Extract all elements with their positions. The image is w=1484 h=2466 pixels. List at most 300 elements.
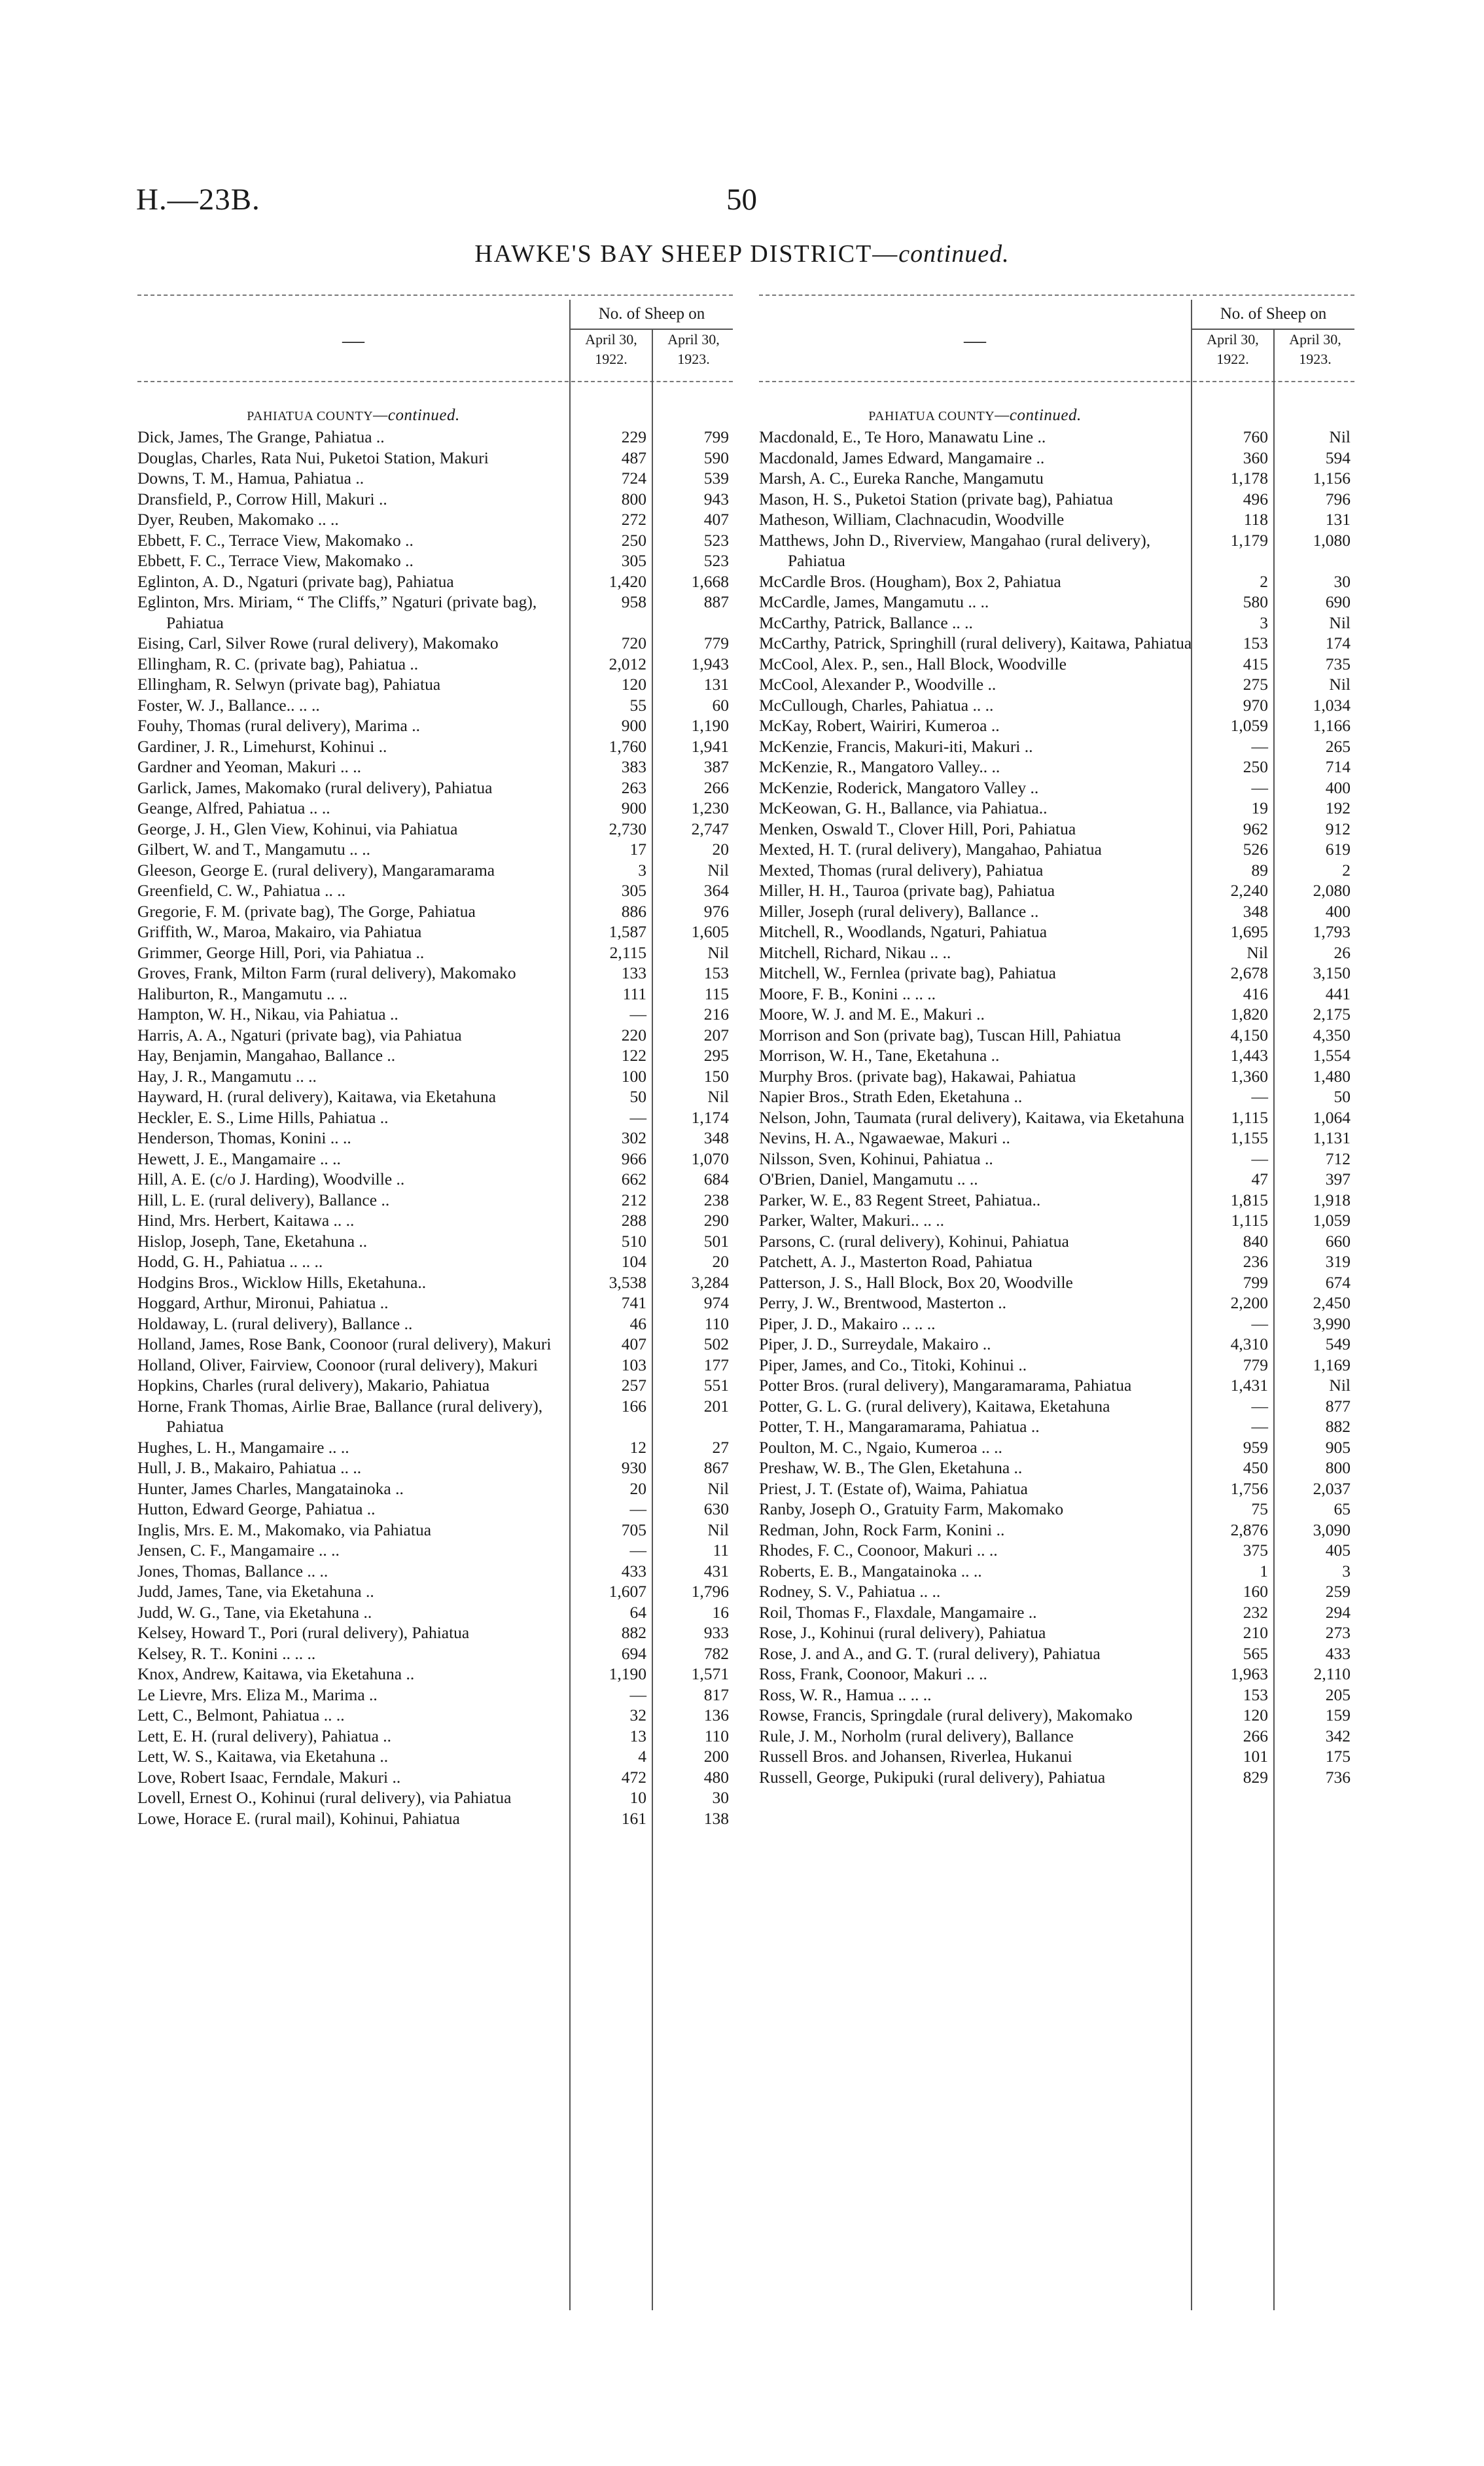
sheep-1922-cell: 958 [621, 592, 646, 611]
owner-address-cell: Russell, George, Pukipuki (rural delivery), Pahiatua [759, 1767, 1106, 1787]
header-col-1922-line1: April 30, [1207, 331, 1259, 348]
owner-address-cell: McKenzie, R., Mangatoro Valley.. .. [759, 757, 1000, 776]
sheep-1923-cell: 259 [1325, 1582, 1351, 1601]
owner-address-cell: Gilbert, W. and T., Mangamutu .. .. [137, 840, 371, 859]
sheep-1923-cell: 110 [704, 1726, 729, 1745]
sheep-1922-cell: 450 [1243, 1458, 1268, 1477]
owner-address-cell: Hampton, W. H., Nikau, via Pahiatua .. [137, 1005, 398, 1024]
sheep-1922-cell: 886 [621, 901, 646, 921]
sheep-1922-cell: 50 [629, 1087, 646, 1106]
sheep-1922-cell: 19 [1251, 798, 1268, 817]
sheep-1922-cell: 1,360 [1230, 1066, 1268, 1086]
table-row [759, 1066, 1354, 1087]
owner-address-cell: Rodney, S. V., Pahiatua .. .. [759, 1582, 941, 1601]
sheep-1923-cell: 523 [703, 530, 729, 550]
sheep-1922-cell: 212 [621, 1190, 646, 1209]
table-row [759, 674, 1354, 695]
sheep-1923-cell: 1,174 [691, 1107, 729, 1127]
sheep-1923-cell: 11 [713, 1541, 729, 1560]
sheep-1922-cell: 724 [621, 469, 646, 488]
owner-address-cell: Priest, J. T. (Estate of), Waima, Pahiatua [759, 1478, 1028, 1498]
sheep-1923-cell: 630 [703, 1499, 729, 1518]
table-row [759, 509, 1354, 530]
table-row [137, 1107, 733, 1128]
sheep-1923-cell: 387 [703, 757, 729, 776]
owner-address-cell: Rule, J. M., Norholm (rural delivery), Ballance [759, 1726, 1074, 1745]
sheep-1923-cell: 735 [1325, 654, 1351, 673]
table-row [137, 1499, 733, 1520]
sheep-1923-cell: 27 [712, 1437, 729, 1457]
sheep-1923-cell: 26 [1334, 942, 1351, 962]
table-row [759, 715, 1354, 736]
table-row [759, 1231, 1354, 1252]
owner-address-cell: Piper, J. D., Makairo .. .. .. [759, 1313, 936, 1333]
table-row [759, 1767, 1354, 1788]
sheep-1923-cell: 2,037 [1313, 1478, 1351, 1498]
owner-address-cell: McCarthy, Patrick, Ballance .. .. [759, 613, 973, 632]
sheep-1922-cell: 111 [622, 984, 646, 1003]
sheep-1922-cell: 305 [621, 881, 646, 900]
table-row [137, 1643, 733, 1664]
sheep-1922-cell: 1,431 [1230, 1376, 1268, 1395]
sheep-1923-cell: 159 [1325, 1706, 1351, 1724]
sheep-1923-cell: 799 [703, 427, 729, 446]
table-row [759, 1251, 1354, 1272]
sheep-1922-cell: 210 [1243, 1623, 1268, 1642]
sheep-1923-cell: 1,796 [691, 1582, 729, 1601]
sheep-1923-cell: 660 [1325, 1231, 1351, 1251]
sheep-1923-cell: 1,230 [691, 798, 729, 817]
sheep-1923-cell: 295 [703, 1046, 729, 1065]
table-row [137, 1396, 733, 1437]
header-col-1923-line2: 1923. [1299, 351, 1332, 367]
table-row [137, 1561, 733, 1582]
owner-address-cell: Preshaw, W. B., The Glen, Eketahuna .. [759, 1458, 1023, 1477]
sheep-1923-cell: 20 [712, 840, 729, 859]
sheep-1922-cell: 383 [621, 757, 646, 776]
table-row [137, 1602, 733, 1623]
owner-address-cell: Morrison and Son (private bag), Tuscan Hill, Pahiatua [759, 1025, 1122, 1045]
sheep-1923-cell: 501 [703, 1231, 729, 1251]
sheep-1923-cell: 976 [703, 901, 729, 921]
table-row [137, 921, 733, 942]
header-dash: — [342, 329, 364, 353]
sheep-1922-cell: 580 [1243, 592, 1268, 611]
page-reference: H.—23B. [136, 183, 260, 217]
sheep-1923-cell: 2,175 [1313, 1005, 1351, 1024]
owner-address-cell: Mason, H. S., Puketoi Station (private bag), Pahiatua [759, 489, 1114, 509]
sheep-1923-cell: 433 [1325, 1643, 1351, 1663]
sheep-1922-cell: 46 [629, 1313, 646, 1333]
sheep-1923-cell: 174 [1325, 634, 1351, 652]
sheep-1923-cell: 887 [703, 592, 729, 611]
table-row [137, 1581, 733, 1602]
header-col-1923-line1: April 30, [667, 331, 720, 348]
sheep-1923-cell: 867 [703, 1458, 729, 1477]
owner-address-cell: Griffith, W., Maroa, Makairo, via Pahiatua [137, 922, 422, 941]
owner-address-cell: Morrison, W. H., Tane, Eketahuna .. [759, 1046, 1000, 1065]
sheep-1922-cell: 89 [1251, 860, 1268, 880]
owner-address-cell: Dransfield, P., Corrow Hill, Makuri .. [137, 489, 387, 509]
sheep-1922-cell: 220 [621, 1025, 646, 1045]
owner-address-cell: Dyer, Reuben, Makomako .. .. [137, 510, 339, 529]
header-col-1922 [1191, 330, 1273, 380]
owner-address-cell: Mexted, Thomas (rural delivery), Pahiatua [759, 860, 1044, 880]
sheep-1922-cell: 3 [638, 860, 646, 880]
sheep-1922-cell: 416 [1243, 984, 1268, 1003]
sheep-1923-cell: 523 [703, 551, 729, 570]
sheep-1922-cell: 800 [621, 489, 646, 509]
table-row [137, 1457, 733, 1478]
sheep-1922-cell: 160 [1243, 1582, 1268, 1601]
table-row [137, 633, 733, 654]
sheep-1922-cell: 829 [1243, 1767, 1268, 1787]
sheep-1922-cell: 20 [629, 1478, 646, 1498]
header-col-1922 [569, 330, 652, 380]
sheep-1923-cell: 905 [1325, 1437, 1351, 1457]
sheep-1922-cell: 741 [621, 1293, 646, 1312]
table-row [759, 571, 1354, 592]
owner-address-cell: Holland, James, Rose Bank, Coonoor (rural delivery), Makuri [137, 1334, 552, 1353]
sheep-1922-cell: 472 [621, 1767, 646, 1787]
sheep-1923-cell: 175 [1325, 1747, 1351, 1766]
table-row [137, 1293, 733, 1313]
owner-address-cell: Roil, Thomas F., Flaxdale, Mangamaire .. [759, 1602, 1037, 1622]
sheep-1923-cell: 192 [1325, 798, 1351, 817]
owner-address-cell: Hayward, H. (rural delivery), Kaitawa, via Eketahuna [137, 1087, 497, 1106]
table-row [137, 1231, 733, 1252]
table-row [137, 963, 733, 984]
owner-address-cell: Russell Bros. and Johansen, Riverlea, Hukanui [759, 1747, 1072, 1766]
sheep-1923-cell: 16 [712, 1602, 729, 1622]
sheep-1922-cell: 2,115 [609, 942, 646, 962]
table-row [759, 1561, 1354, 1582]
owner-address-cell: Kelsey, Howard T., Pori (rural delivery), Pahiatua [137, 1623, 470, 1642]
sheep-1922-cell: 348 [1243, 901, 1268, 921]
owner-address-cell: Gregorie, F. M. (private bag), The Gorge, Pahiatua [137, 901, 476, 921]
sheep-1923-cell: 136 [703, 1706, 729, 1724]
sheep-1923-cell: 549 [1325, 1334, 1351, 1353]
owner-address-cell: McKenzie, Francis, Makuri-iti, Makuri .. [759, 736, 1033, 756]
table-header [137, 295, 733, 382]
header-col-1922-line2: 1922. [595, 351, 627, 367]
table-row [137, 819, 733, 840]
table-row [759, 1602, 1354, 1623]
table-row [137, 757, 733, 777]
sheep-1923-cell: 110 [704, 1313, 729, 1333]
sheep-1923-cell: 2,747 [691, 819, 729, 838]
sheep-1922-cell: — [1251, 1313, 1268, 1333]
sheep-1922-cell: 2,730 [609, 819, 646, 838]
sheep-1922-cell: 2,678 [1230, 963, 1268, 982]
header-dash: — [964, 329, 986, 353]
owner-address-cell: Eglinton, Mrs. Miriam, “ The Cliffs,” Ngaturi (private bag), Pahiatua [137, 592, 537, 632]
owner-address-cell: Menken, Oswald T., Clover Hill, Pori, Pahiatua [759, 819, 1076, 838]
owner-address-cell: Heckler, E. S., Lime Hills, Pahiatua .. [137, 1107, 389, 1127]
owner-address-cell: Potter, T. H., Mangaramarama, Pahiatua .. [759, 1417, 1040, 1436]
sheep-1923-cell: 1,480 [1313, 1066, 1351, 1086]
table-row [137, 1313, 733, 1334]
owner-address-cell: Grimmer, George Hill, Pori, via Pahiatua .. [137, 942, 425, 962]
table-row [137, 489, 733, 510]
sheep-1923-cell: 30 [712, 1788, 729, 1807]
sheep-1923-cell: 1,793 [1313, 922, 1351, 941]
sheep-1922-cell: — [1251, 736, 1268, 756]
table-row [137, 1746, 733, 1767]
sheep-1923-cell: 1,668 [691, 571, 729, 591]
sheep-1922-cell: 1,443 [1230, 1046, 1268, 1065]
table-row [137, 1086, 733, 1107]
owner-address-cell: George, J. H., Glen View, Kohinui, via Pahiatua [137, 819, 458, 838]
header-col-1923-line1: April 30, [1289, 331, 1341, 348]
sheep-1922-cell: 1,815 [1230, 1190, 1268, 1209]
sheep-1922-cell: 900 [621, 798, 646, 817]
owner-address-cell: McCool, Alex. P., sen., Hall Block, Woodville [759, 654, 1067, 673]
owner-address-cell: Nelson, John, Taumata (rural delivery), Kaitawa, via Eketahuna [759, 1107, 1184, 1127]
sheep-1922-cell: 118 [1243, 510, 1268, 529]
table-row [759, 1210, 1354, 1231]
sheep-1923-cell: 1,070 [691, 1149, 729, 1168]
sheep-1922-cell: 360 [1243, 448, 1268, 467]
sheep-1923-cell: 539 [703, 469, 729, 488]
sheep-1922-cell: 1,760 [609, 736, 646, 756]
owner-address-cell: Ross, W. R., Hamua .. .. .. [759, 1685, 932, 1704]
owner-address-cell: Potter, G. L. G. (rural delivery), Kaitawa, Eketahuna [759, 1396, 1110, 1416]
sheep-1923-cell: 364 [703, 881, 729, 900]
sheep-1922-cell: 779 [1243, 1355, 1268, 1374]
sheep-1923-cell: 60 [712, 695, 729, 715]
sheep-1923-cell: Nil [1329, 427, 1351, 446]
table-row [137, 715, 733, 736]
sheep-1922-cell: 1,115 [1231, 1107, 1268, 1127]
county-subheading [759, 404, 1191, 427]
table-row [759, 1664, 1354, 1685]
sheep-1922-cell: 133 [621, 963, 646, 982]
owner-address-cell: Fouhy, Thomas (rural delivery), Marima .. [137, 716, 420, 735]
owner-address-cell: Greenfield, C. W., Pahiatua .. .. [137, 881, 345, 900]
left-column [137, 295, 733, 2310]
sheep-1923-cell: 619 [1325, 840, 1351, 859]
sheep-1923-cell: 2,080 [1313, 881, 1351, 900]
table-row [137, 1705, 733, 1726]
owner-address-cell: Holdaway, L. (rural delivery), Ballance .. [137, 1313, 413, 1333]
owner-address-cell: Macdonald, James Edward, Mangamaire .. [759, 448, 1045, 467]
table-row [759, 427, 1354, 448]
table-row [759, 860, 1354, 881]
sheep-1922-cell: 1,607 [609, 1582, 646, 1601]
district-title-text: HAWKE'S BAY SHEEP DISTRICT— [474, 240, 899, 268]
owner-address-cell: Rowse, Francis, Springdale (rural delivery), Makomako [759, 1706, 1133, 1724]
sheep-1922-cell: 962 [1243, 819, 1268, 838]
table-row [759, 901, 1354, 922]
sheep-1923-cell: 1,571 [691, 1664, 729, 1683]
table-row [137, 1045, 733, 1066]
owner-address-cell: Patchett, A. J., Masterton Road, Pahiatua [759, 1252, 1033, 1271]
table-row [759, 1355, 1354, 1376]
sheep-1923-cell: 1,059 [1313, 1211, 1351, 1230]
header-col-1922-line1: April 30, [585, 331, 637, 348]
sheep-1923-cell: 3,090 [1313, 1520, 1351, 1539]
header-col-1923 [1273, 330, 1356, 380]
table-row [759, 798, 1354, 819]
owner-address-cell: Mitchell, Richard, Nikau .. .. [759, 942, 951, 962]
owner-address-cell: Hull, J. B., Makairo, Pahiatua .. .. [137, 1458, 362, 1477]
sheep-1923-cell: 265 [1325, 736, 1351, 756]
sheep-1922-cell: 4,150 [1230, 1025, 1268, 1045]
owner-address-cell: Horne, Frank Thomas, Airlie Brae, Ballance (rural delivery), Pahiatua [137, 1396, 543, 1436]
sheep-1923-cell: 294 [1325, 1602, 1351, 1622]
sheep-1923-cell: 205 [1325, 1685, 1351, 1704]
sheep-1923-cell: 3,990 [1313, 1313, 1351, 1333]
sheep-1923-cell: 912 [1325, 819, 1351, 838]
sheep-1922-cell: — [629, 1499, 646, 1518]
owner-address-cell: Jones, Thomas, Ballance .. .. [137, 1561, 328, 1581]
sheep-1923-cell: 1,064 [1313, 1107, 1351, 1127]
sheep-1922-cell: Nil [1246, 942, 1268, 962]
owner-address-cell: Matheson, William, Clachnacudin, Woodville [759, 510, 1065, 529]
owner-address-cell: Dick, James, The Grange, Pahiatua .. [137, 427, 385, 446]
sheep-1923-cell: 177 [703, 1355, 729, 1374]
sheep-1923-cell: 480 [703, 1767, 729, 1787]
owner-address-cell: Hodd, G. H., Pahiatua .. .. .. [137, 1252, 323, 1271]
sheep-1923-cell: 4,350 [1313, 1025, 1351, 1045]
owner-address-cell: Hislop, Joseph, Tane, Eketahuna .. [137, 1231, 368, 1251]
owner-address-cell: Garlick, James, Makomako (rural delivery), Pahiatua [137, 777, 493, 797]
sheep-1923-cell: 131 [1325, 510, 1351, 529]
sheep-1922-cell: 263 [621, 777, 646, 797]
sheep-1922-cell: — [1251, 1149, 1268, 1168]
table-row [137, 448, 733, 469]
owner-address-cell: Lett, E. H. (rural delivery), Pahiatua .. [137, 1726, 392, 1745]
table-row [759, 1478, 1354, 1499]
sheep-1923-cell: 974 [703, 1293, 729, 1312]
table-row [137, 1066, 733, 1087]
table-row [759, 1520, 1354, 1541]
owner-address-cell: McCardle, James, Mangamutu .. .. [759, 592, 989, 611]
table-row [759, 736, 1354, 757]
sheep-1923-cell: 273 [1325, 1623, 1351, 1642]
table-row [137, 880, 733, 901]
owner-address-cell: Rhodes, F. C., Coonoor, Makuri .. .. [759, 1541, 998, 1560]
table-row [137, 1169, 733, 1190]
table-row [137, 798, 733, 819]
sheep-1923-cell: 50 [1334, 1087, 1351, 1106]
sheep-1923-cell: 1,131 [1313, 1128, 1351, 1147]
sheep-1923-cell: 131 [703, 675, 729, 694]
owner-address-cell: Geange, Alfred, Pahiatua .. .. [137, 798, 330, 817]
right-column [759, 295, 1354, 2310]
owner-address-cell: Rose, J. and A., and G. T. (rural delivery), Pahiatua [759, 1643, 1101, 1663]
owner-address-cell: Hutton, Edward George, Pahiatua .. [137, 1499, 376, 1518]
sheep-1922-cell: 2,200 [1230, 1293, 1268, 1312]
sheep-1922-cell: 64 [629, 1602, 646, 1622]
owner-address-cell: Redman, John, Rock Farm, Konini .. [759, 1520, 1005, 1539]
owner-address-cell: Rose, J., Kohinui (rural delivery), Pahiatua [759, 1623, 1046, 1642]
table-row [759, 468, 1354, 489]
header-sheep-group: No. of Sheep on [569, 300, 733, 330]
owner-address-cell: Mexted, H. T. (rural delivery), Mangahao, Pahiatua [759, 840, 1102, 859]
table-row [759, 654, 1354, 675]
table-row [137, 1808, 733, 1829]
table-row [137, 1664, 733, 1685]
table-row [137, 674, 733, 695]
table-row [759, 880, 1354, 901]
header-col-1922-line2: 1922. [1216, 351, 1249, 367]
sheep-1922-cell: 1,178 [1230, 469, 1268, 488]
table-row [759, 1128, 1354, 1149]
table-row [759, 695, 1354, 716]
sheep-1923-cell: 2,110 [1313, 1664, 1351, 1683]
sheep-1923-cell: 817 [703, 1685, 729, 1704]
sheep-1922-cell: 12 [629, 1437, 646, 1457]
sheep-1923-cell: 65 [1334, 1499, 1351, 1518]
sheep-1922-cell: 1,059 [1230, 716, 1268, 735]
county-subheading [137, 404, 569, 427]
sheep-1923-cell: 933 [703, 1623, 729, 1642]
sheep-1923-cell: 407 [703, 510, 729, 529]
sheep-1922-cell: 1,190 [609, 1664, 646, 1683]
sheep-1923-cell: Nil [1329, 675, 1351, 694]
owner-address-cell: McCardle Bros. (Hougham), Box 2, Pahiatua [759, 571, 1061, 591]
sheep-1923-cell: 3,284 [691, 1272, 729, 1292]
sheep-1922-cell: 1,963 [1230, 1664, 1268, 1683]
sheep-1923-cell: 877 [1325, 1396, 1351, 1416]
table-row [137, 860, 733, 881]
table-row [137, 942, 733, 963]
table-row [759, 839, 1354, 860]
right-rows [759, 404, 1354, 1787]
table-row [759, 633, 1354, 654]
header-col-1923 [652, 330, 734, 380]
sheep-1923-cell: Nil [707, 942, 729, 962]
sheep-1923-cell: 690 [1325, 592, 1351, 611]
table-row [759, 1190, 1354, 1211]
sheep-1922-cell: 120 [621, 675, 646, 694]
sheep-1923-cell: 216 [703, 1005, 729, 1024]
owner-address-cell: O'Brien, Daniel, Mangamutu .. .. [759, 1170, 978, 1188]
table-row [759, 1272, 1354, 1293]
sheep-1923-cell: 1,166 [1313, 716, 1351, 735]
table-row [759, 1334, 1354, 1355]
sheep-1922-cell: 510 [621, 1231, 646, 1251]
owner-address-cell: Ebbett, F. C., Terrace View, Makomako .. [137, 551, 414, 570]
sheep-1922-cell: 1,756 [1230, 1478, 1268, 1498]
owner-address-cell: Hughes, L. H., Mangamaire .. .. [137, 1437, 349, 1457]
sheep-1923-cell: Nil [707, 1087, 729, 1106]
sheep-1922-cell: 47 [1251, 1170, 1268, 1188]
table-row [759, 1457, 1354, 1478]
sheep-1923-cell: 1,080 [1313, 530, 1351, 550]
table-row [137, 1004, 733, 1025]
sheep-1923-cell: 201 [703, 1396, 729, 1416]
sheep-1922-cell: 1,420 [609, 571, 646, 591]
sheep-1922-cell: 662 [621, 1170, 646, 1188]
sheep-1922-cell: 32 [629, 1706, 646, 1724]
table-row [137, 654, 733, 675]
sheep-1922-cell: 565 [1243, 1643, 1268, 1663]
owner-address-cell: Inglis, Mrs. E. M., Makomako, via Pahiatua [137, 1520, 432, 1539]
owner-address-cell: Knox, Andrew, Kaitawa, via Eketahuna .. [137, 1664, 415, 1683]
owner-address-cell: Moore, W. J. and M. E., Makuri .. [759, 1005, 985, 1024]
sheep-1923-cell: 150 [703, 1066, 729, 1086]
owner-address-cell: Holland, Oliver, Fairview, Coonoor (rural delivery), Makuri [137, 1355, 538, 1374]
sheep-1923-cell: 796 [1325, 489, 1351, 509]
table-row [759, 592, 1354, 613]
owner-address-cell: Marsh, A. C., Eureka Ranche, Mangamutu [759, 469, 1044, 488]
sheep-1923-cell: 1,554 [1313, 1046, 1351, 1065]
owner-address-cell: Eglinton, A. D., Ngaturi (private bag), Pahiatua [137, 571, 454, 591]
sheep-1922-cell: 288 [621, 1211, 646, 1230]
